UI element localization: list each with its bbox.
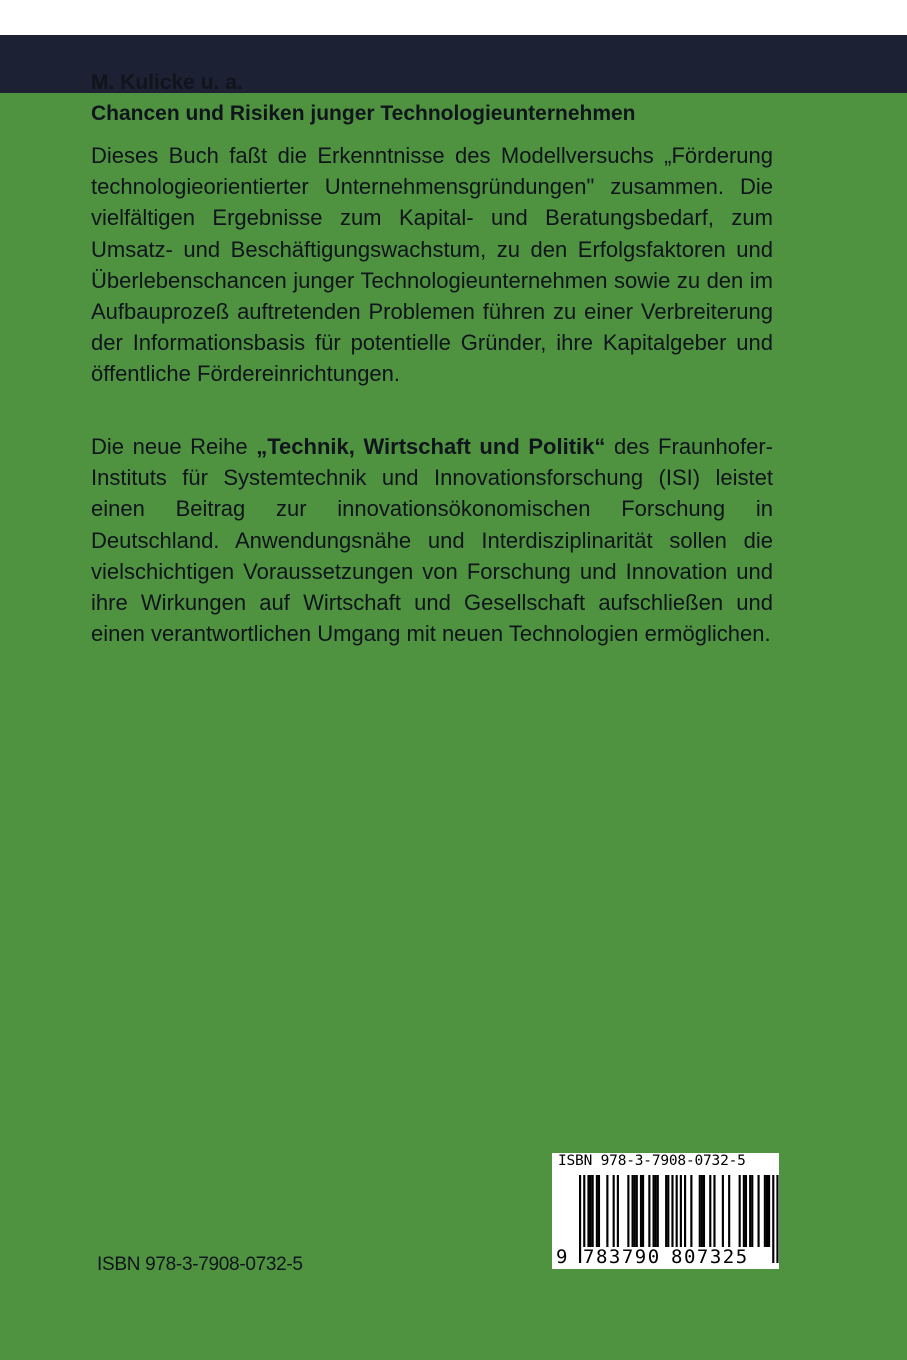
barcode-bar	[671, 1175, 673, 1247]
barcode-bar	[764, 1175, 766, 1247]
barcode-bar	[758, 1175, 760, 1247]
description-paragraph: Dieses Buch faßt die Erkenntnisse des Modellversuchs „Förderung technologieorientierter Unternehmensgründungen" zusammen. Die vielfältigen Ergebnisse zum Kapital- und Beratungsbedarf, zum Umsatz- und Beschäftigungswachstum, zu den Erfolgsfaktoren und Überlebenschancen junger Technologieunternehmen sowie zu den im Aufbauprozeß auftretenden Problemen führen zu einer Verbreiterung der Informationsbasis für potentielle Gründer, ihre Kapitalgeber und öffentliche Fördereinrichtungen.	[91, 143, 773, 387]
barcode-group-left: 783790	[583, 1246, 661, 1268]
barcode-bar	[655, 1175, 657, 1247]
barcode-bar	[701, 1175, 703, 1247]
barcode-bar	[743, 1175, 745, 1247]
barcode-bar	[739, 1175, 741, 1247]
barcode-bar	[657, 1175, 659, 1247]
barcode-bar	[587, 1175, 589, 1247]
barcode-bar	[684, 1175, 686, 1247]
barcode-bar	[768, 1175, 770, 1247]
isbn-barcode	[552, 1153, 779, 1269]
barcode-bar	[640, 1175, 642, 1247]
barcode-bar	[632, 1175, 634, 1247]
barcode-bar	[598, 1175, 600, 1247]
barcode-bar	[709, 1175, 711, 1247]
barcode-bar	[648, 1175, 650, 1247]
barcode-guard-bar	[579, 1175, 581, 1263]
isbn-footer: ISBN 978-3-7908-0732-5	[97, 1254, 303, 1275]
barcode-bar	[722, 1175, 724, 1247]
barcode-bar	[703, 1175, 705, 1247]
barcode-group-right: 807325	[671, 1246, 749, 1268]
barcode-guard-bar	[772, 1175, 774, 1263]
barcode-bar	[642, 1175, 644, 1247]
barcode-bar	[617, 1175, 619, 1247]
barcode-bar	[592, 1175, 594, 1247]
barcode-bar	[728, 1175, 730, 1247]
series-lead: Die neue Reihe	[91, 434, 257, 459]
series-description: des Fraunhofer-Instituts für Systemtechnik und Innovationsforschung (ISI) leistet einen Beitrag zur innovationsökonomischen Forschung in Deutschland. Anwendungsnähe und Interdisziplinarität sollen die vielschichtigen Voraussetzungen von Forschung und Innovation und ihre Wirkungen auf Wirtschaft und Gesellschaft aufschließen und einen verantwortlichen Umgang mit neuen Technologien ermöglichen.	[91, 434, 773, 647]
barcode-bar	[690, 1175, 692, 1247]
barcode-bar	[665, 1175, 667, 1247]
barcode-bar	[751, 1175, 753, 1247]
barcode-bar	[766, 1175, 768, 1247]
author-line: M. Kulicke u. a.	[91, 71, 243, 94]
barcode-bar	[627, 1175, 629, 1247]
barcode-bar	[699, 1175, 701, 1247]
barcode-bar	[606, 1175, 608, 1247]
barcode-bar	[590, 1175, 592, 1247]
book-title: Chancen und Risiken junger Technologieunternehmen	[91, 102, 636, 125]
barcode-isbn-label: ISBN 978-3-7908-0732-5	[558, 1153, 746, 1169]
barcode-bar	[613, 1175, 615, 1247]
barcode-bar	[634, 1175, 636, 1247]
barcode-bar	[745, 1175, 747, 1247]
barcode-bar	[713, 1175, 715, 1247]
book-header	[91, 67, 811, 129]
barcode-bar	[667, 1175, 669, 1247]
barcode-bar	[749, 1175, 751, 1247]
barcode-bar	[653, 1175, 655, 1247]
barcode-bar	[596, 1175, 598, 1247]
barcode-guard-bar	[776, 1175, 778, 1263]
series-paragraph	[91, 431, 773, 649]
barcode-bar	[636, 1175, 638, 1247]
series-name: „Technik, Wirtschaft und Politik“	[256, 434, 606, 459]
barcode-lead-digit: 9	[556, 1246, 568, 1268]
